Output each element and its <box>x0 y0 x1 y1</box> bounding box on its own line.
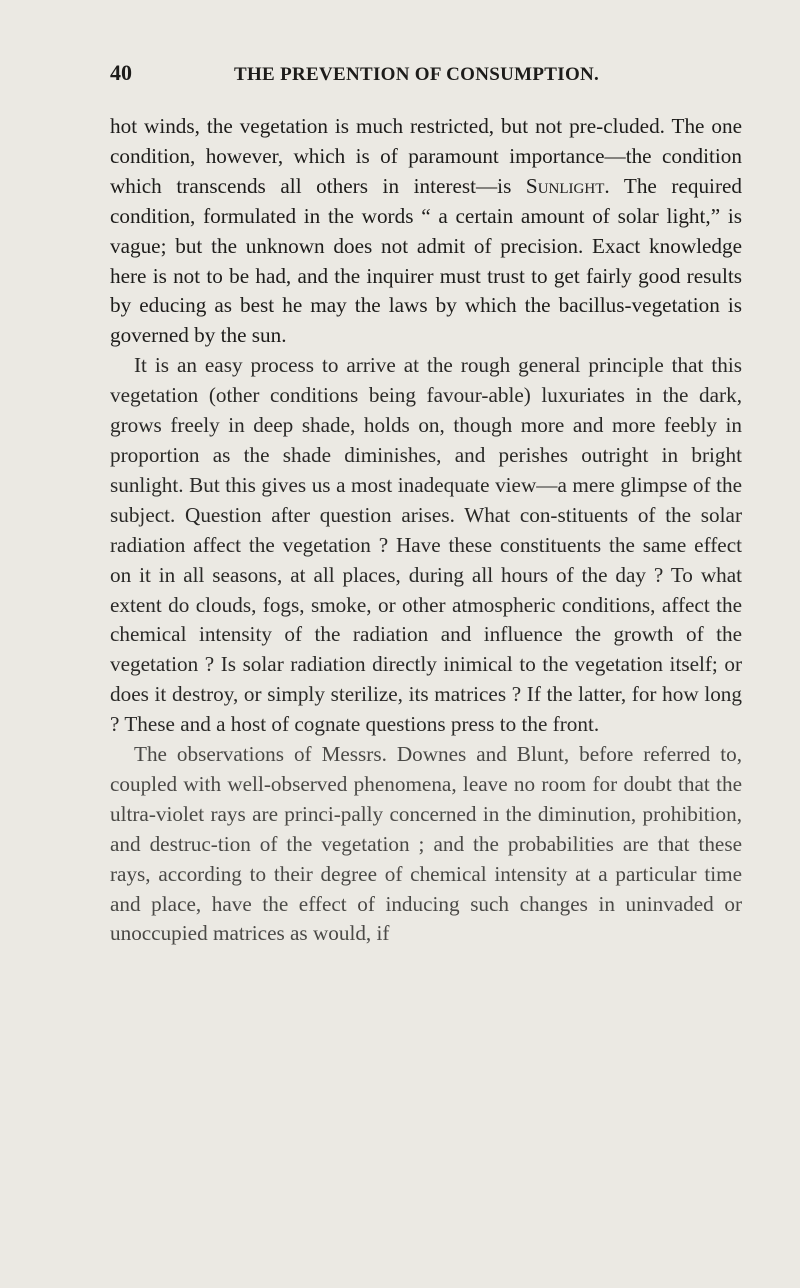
body-text <box>110 112 742 949</box>
paragraph-3: The observations of Messrs. Downes and Blunt, before referred to, coupled with well-observed phenomena, leave no room for doubt that the ultra-violet rays are princi-pally concerned in the diminution, prohibition, and destruc-tion of the vegetation ; and the probabilities are that these rays, according to their degree of chemical intensity at a particular time and place, have the effect of inducing such changes in uninvaded or unoccupied matrices as would, if <box>110 742 742 946</box>
running-head <box>110 60 742 90</box>
page-number: 40 <box>110 60 132 85</box>
running-title: THE PREVENTION OF CONSUMPTION. <box>234 64 600 85</box>
paragraph-1-text-a: hot winds, the vegetation is much restricted, but not pre-cluded. The one condition, however, which is of paramount importance—the condition which transcends all others in interest—is <box>110 114 742 198</box>
paragraph-1-text-b: The required condition, formulated in the words “ a certain amount of solar light,” is vague; but the unknown does not admit of precision. Exact knowledge here is not to be had, and the inquirer must trust to get fairly good results by educing as best he may the laws by which the bacillus-vegetation is governed by the sun. <box>110 173 742 348</box>
sunlight-emphasis: Sunlight. <box>525 173 610 198</box>
paragraph-2: It is an easy process to arrive at the rough general principle that this vegetation (other conditions being favour-able) luxuriates in the dark, grows freely in deep shade, holds on, though more and more feebly in proportion as the shade diminishes, and perishes outright in bright sunlight. But this gives us a most inadequate view—a mere glimpse of the subject. Question after question arises. What con-stituents of the solar radiation affect the vegetation ? Have these constituents the same effect on it in all seasons, at all places, during all hours of the day ? To what extent do clouds, fogs, smoke, or other atmospheric conditions, affect the chemical intensity of the radiation and influence the growth of the vegetation ? Is solar radiation directly inimical to the vegetation itself; or does it destroy, or simply sterilize, its matrices ? If the latter, for how long ? These and a host of cognate questions press to the front. <box>110 353 742 737</box>
paragraph-1 <box>110 112 742 351</box>
